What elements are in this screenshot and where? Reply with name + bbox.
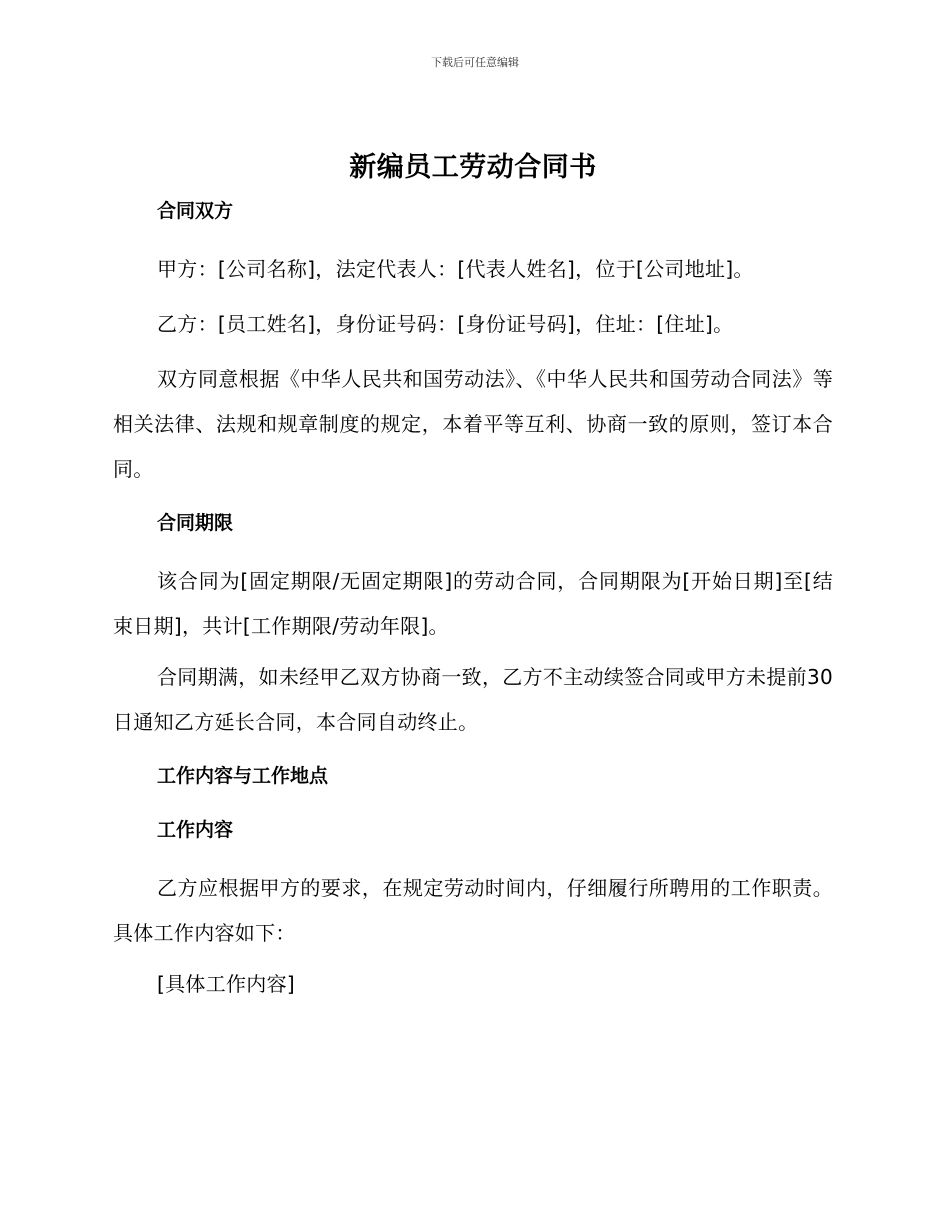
term-expiry-paragraph: 合同期满，如未经甲乙双方协商一致，乙方不主动续签合同或甲方未提前30日通知乙方延长合同，本合同自动终止。	[113, 665, 833, 734]
agreement-paragraph: 双方同意根据《中华人民共和国劳动法》、《中华人民共和国劳动合同法》等相关法律、法规和规章制度的规定，本着平等互利、协商一致的原则，签订本合同。	[113, 367, 833, 481]
page-header-note: 下载后可任意编辑	[431, 56, 519, 69]
work-heading: 工作内容与工作地点	[157, 765, 329, 787]
work-content-placeholder: [具体工作内容]	[157, 972, 296, 996]
parties-heading: 合同双方	[157, 200, 234, 222]
term-paragraph: 该合同为[固定期限/无固定期限]的劳动合同，合同期限为[开始日期]至[结束日期]，共计[工作期限/劳动年限]。	[113, 569, 833, 638]
contract-document	[113, 148, 833, 1017]
party-b-paragraph: 乙方：[员工姓名]，身份证号码：[身份证号码]，住址：[住址]。	[157, 312, 734, 336]
document-title: 新编员工劳动合同书	[349, 152, 597, 183]
party-a-paragraph: 甲方：[公司名称]，法定代表人：[代表人姓名]，位于[公司地址]。	[157, 257, 754, 281]
work-content-heading: 工作内容	[157, 819, 234, 841]
work-content-paragraph: 乙方应根据甲方的要求，在规定劳动时间内，仔细履行所聘用的工作职责。具体工作内容如下：	[113, 876, 833, 945]
term-heading: 合同期限	[157, 512, 234, 534]
